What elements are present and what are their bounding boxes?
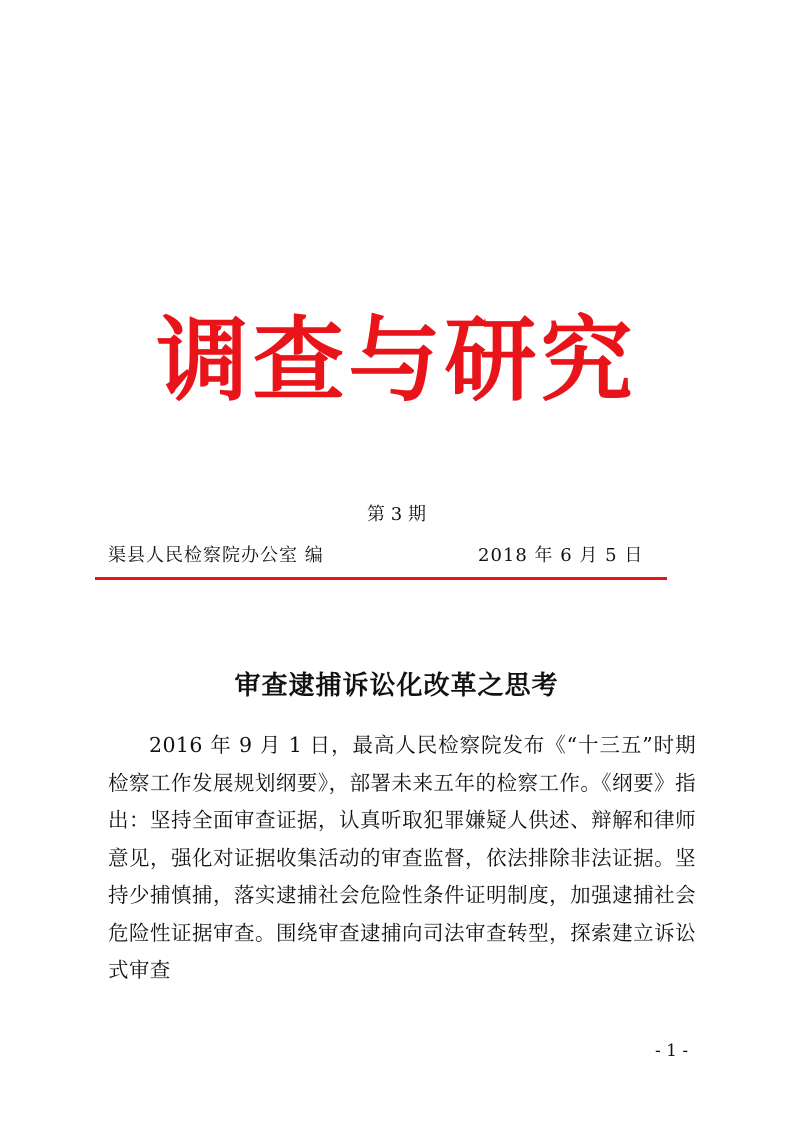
red-divider [95,577,667,580]
masthead-title: 调查与研究 [156,306,637,414]
editor-line: 渠县人民检察院办公室 编 [108,545,324,566]
article-title: 审查逮捕诉讼化改革之思考 [234,671,559,701]
issue-number: 第 3 期 [367,504,426,525]
publication-date: 2018 年 6 月 5 日 [478,545,644,566]
article-paragraph: 2016 年 9 月 1 日，最高人民检察院发布《“十三五”时期检察工作发展规划纲要》，部署未来五年的检察工作。《纲要》指出：坚持全面审查证据，认真听取犯罪嫌疑人供述、辩解和律师意见，强化对证据收集活动的审查监督，依法排除非法证据。坚持少捕慎捕，落实逮捕社会危险性条件证明制度，加强逮捕社会危险性证据审查。围绕审查逮捕向司法审查转型，探索建立诉讼式审查 [108,733,696,982]
page-number: - 1 - [655,1041,689,1061]
